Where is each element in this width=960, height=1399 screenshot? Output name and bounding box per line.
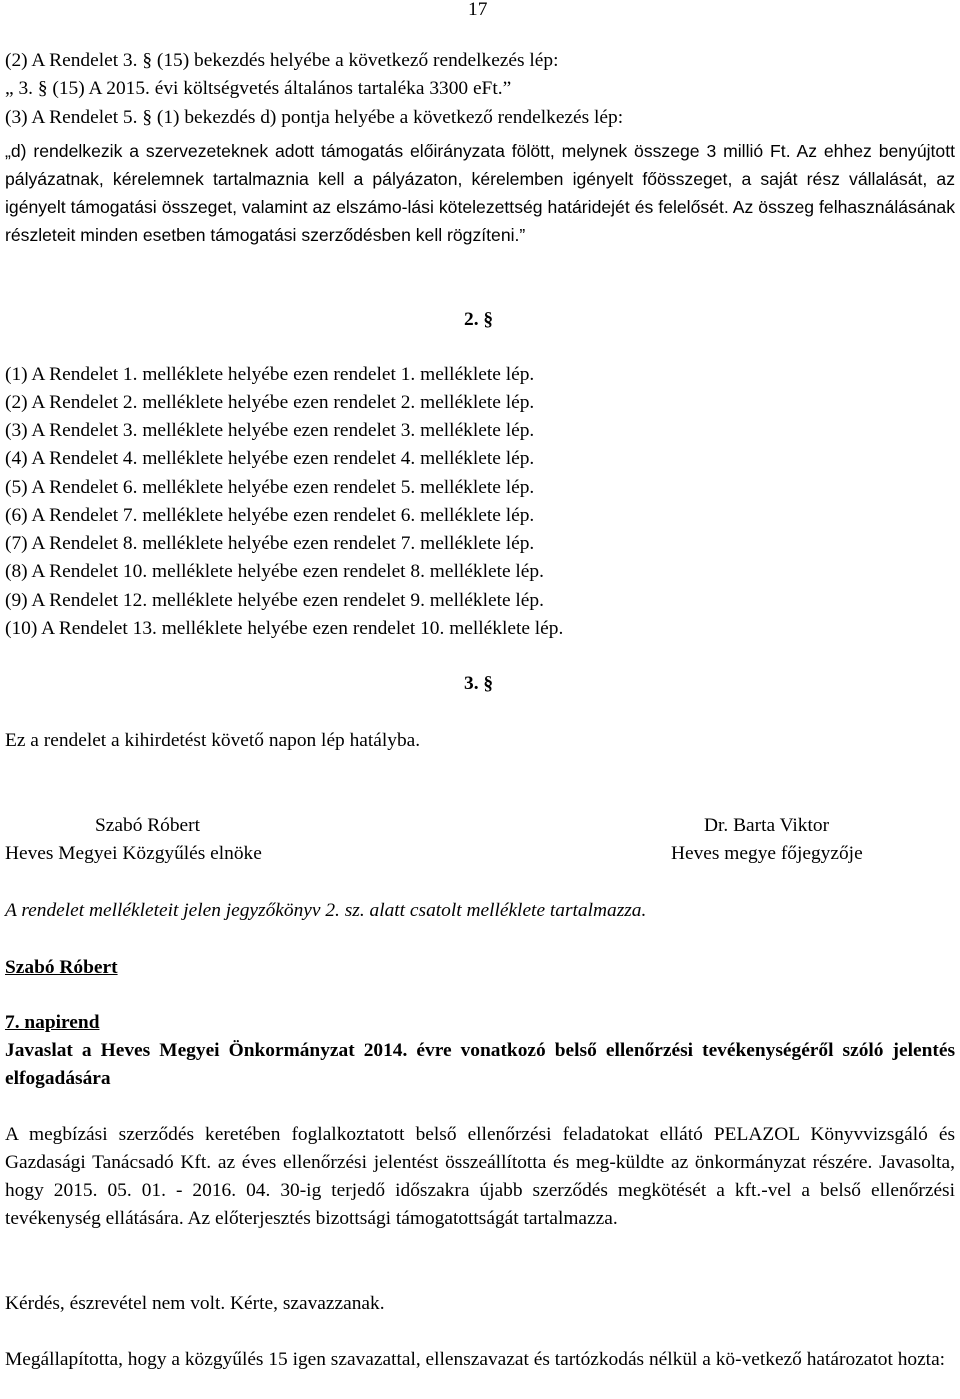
annex-list-item: (10) A Rendelet 13. melléklete helyébe ezen rendelet 10. melléklete lép. <box>5 618 564 639</box>
annex-note: A rendelet mellékleteit jelen jegyzőkönyv 2. sz. alatt csatolt melléklete tartalmazza. <box>5 900 647 921</box>
agenda-paragraph-1: A megbízási szerződés keretében foglalkoztatott belső ellenőrzési feladatokat ellátó PELAZOL Könyvvizsgáló és Gazdasági Tanácsadó Kft. az éves ellenőrzési jelentést összeállította és meg-küldte az önkormányzat részére. Javasolta, hogy 2015. 05. 01. - 2016. 04. 30-ig terjedő időszakra újabb szerződés megkötését a kft.-vel a belső ellenőrzési tevékenység ellátására. Az előterjesztés bizottsági támogatottságát tartalmazza. <box>5 1124 955 1229</box>
amendment-quote-2: „ 3. § (15) A 2015. évi költségvetés általános tartaléka 3300 eFt.” <box>5 78 512 99</box>
signature-right-name: Dr. Barta Viktor <box>704 815 830 836</box>
section-2-heading: 2. § <box>464 309 494 330</box>
amendment-line-2: (2) A Rendelet 3. § (15) bekezdés helyébe a következő rendelkezés lép: <box>5 50 559 71</box>
amendment-quote-paragraph: „d) rendelkezik a szervezeteknek adott támogatás előirányzata fölött, melynek összege 3 millió Ft. Az ehhez benyújtott pályázatnak, kérelemnek tartalmaznia kell a pályázaton, kérelemben igényelt főösszeget, a saját rész vállalását, az igényelt támogatási összeget, valamint az elszámo-lási kötelezettség határidejét és felelősét. Az összeg felhasználásának részleteit minden esetben támogatási szerződésben kell rögzíteni.” <box>5 141 955 245</box>
annex-list-item: (1) A Rendelet 1. melléklete helyébe ezen rendelet 1. melléklete lép. <box>5 364 535 385</box>
agenda-paragraph-2: Kérdés, észrevétel nem volt. Kérte, szavazzanak. <box>5 1293 385 1314</box>
amendment-line-3: (3) A Rendelet 5. § (1) bekezdés d) pontja helyébe a következő rendelkezés lép: <box>5 107 624 128</box>
annex-list-item: (3) A Rendelet 3. melléklete helyébe ezen rendelet 3. melléklete lép. <box>5 420 535 441</box>
signature-left-name: Szabó Róbert <box>95 815 201 836</box>
speaker-name: Szabó Róbert <box>5 957 118 978</box>
annex-list-item: (8) A Rendelet 10. melléklete helyébe ezen rendelet 8. melléklete lép. <box>5 561 544 582</box>
agenda-title: Javaslat a Heves Megyei Önkormányzat 2014. évre vonatkozó belső ellenőrzési tevékenységéről szóló jelentés elfogadására <box>5 1040 955 1089</box>
signature-right-title: Heves megye főjegyzője <box>671 843 863 864</box>
agenda-paragraph-3: Megállapította, hogy a közgyűlés 15 igen szavazattal, ellenszavazat és tartózkodás nélkül a kö-vetkező határozatot hozta: <box>5 1349 946 1370</box>
agenda-number: 7. napirend <box>5 1012 100 1033</box>
signature-left-title: Heves Megyei Közgyűlés elnöke <box>5 843 262 864</box>
annex-list-item: (9) A Rendelet 12. melléklete helyébe ezen rendelet 9. melléklete lép. <box>5 590 544 611</box>
annex-list-item: (6) A Rendelet 7. melléklete helyébe ezen rendelet 6. melléklete lép. <box>5 505 535 526</box>
annex-list-item: (7) A Rendelet 8. melléklete helyébe ezen rendelet 7. melléklete lép. <box>5 533 535 554</box>
section-3-text: Ez a rendelet a kihirdetést követő napon lép hatályba. <box>5 730 421 751</box>
annex-list-item: (2) A Rendelet 2. melléklete helyébe ezen rendelet 2. melléklete lép. <box>5 392 535 413</box>
section-3-heading: 3. § <box>464 673 494 694</box>
page-number: 17 <box>468 0 488 20</box>
annex-list-item: (4) A Rendelet 4. melléklete helyébe ezen rendelet 4. melléklete lép. <box>5 448 535 469</box>
annex-list-item: (5) A Rendelet 6. melléklete helyébe ezen rendelet 5. melléklete lép. <box>5 477 535 498</box>
